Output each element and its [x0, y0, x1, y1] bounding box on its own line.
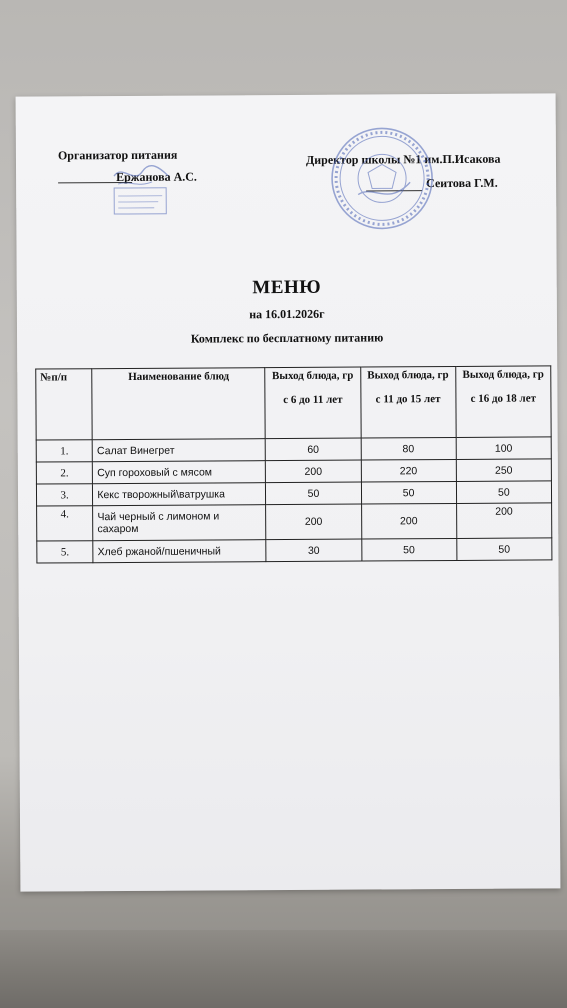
- header-yield-11-15-age: с 11 до 15 лет: [375, 393, 441, 406]
- table-row: [36, 437, 551, 462]
- row-yield-11-15: 80: [361, 437, 456, 460]
- table-row: [36, 481, 551, 506]
- row-yield-6-11: 30: [266, 539, 361, 562]
- menu-date: на 16.01.2026г: [249, 306, 325, 322]
- row-dish-name: Кекс творожный\ватрушка: [93, 483, 266, 506]
- desk-background: [0, 930, 567, 1008]
- table-row: [37, 503, 552, 541]
- director-name: Сеитова Г.М.: [426, 175, 498, 191]
- row-yield-16-18: 250: [456, 459, 551, 482]
- row-num: 1.: [36, 440, 92, 462]
- header-yield-6-11: [265, 367, 361, 439]
- menu-subtitle: Комплекс по бесплатному питанию: [190, 330, 384, 346]
- header-yield-16-18-age: с 16 до 18 лет: [470, 392, 537, 405]
- director-title: Директор школы №1 им.П.Исакова: [305, 151, 501, 167]
- row-num: 5.: [37, 541, 93, 563]
- header-yield-6-11-age: с 6 до 11 лет: [283, 393, 343, 407]
- row-yield-16-18: 50: [456, 481, 551, 504]
- header-yield-16-18-top: Выход блюда, гр: [462, 368, 544, 381]
- row-yield-11-15: 200: [361, 503, 456, 539]
- row-yield-6-11: 50: [266, 482, 361, 505]
- row-yield-6-11: 200: [266, 504, 361, 540]
- row-yield-11-15: 50: [361, 481, 456, 504]
- organizer-name: Ержанова А.С.: [116, 169, 197, 185]
- header-num: №п/п: [36, 369, 93, 440]
- row-num: 4.: [37, 506, 94, 541]
- row-num: 3.: [36, 484, 92, 506]
- row-yield-16-18: 50: [457, 538, 552, 561]
- row-dish-name: Хлеб ржаной/пшеничный: [93, 540, 266, 563]
- row-num: 2.: [36, 462, 92, 484]
- table-header-row: [36, 366, 551, 440]
- menu-table: [35, 365, 552, 563]
- header-yield-6-11-top: Выход блюда, гр: [272, 369, 354, 383]
- table-row: [37, 538, 552, 563]
- header-dish-name: Наименование блюд: [92, 368, 265, 440]
- header-yield-16-18: [455, 366, 551, 438]
- organizer-signature-stamp: [108, 154, 172, 220]
- row-yield-6-11: 60: [265, 438, 360, 461]
- table-row: [36, 459, 551, 484]
- organizer-title: Организатор питания: [57, 147, 178, 163]
- header-yield-11-15: [360, 366, 456, 438]
- row-yield-16-18: 200: [456, 503, 551, 539]
- document-title: МЕНЮ: [252, 276, 322, 299]
- menu-document: [16, 93, 561, 891]
- school-round-stamp: [328, 124, 437, 233]
- row-yield-6-11: 200: [266, 460, 361, 483]
- row-dish-name: Чай черный с лимоном и сахаром: [93, 505, 266, 541]
- row-dish-name: Суп гороховый с мясом: [93, 461, 266, 484]
- row-dish-name: Салат Винегрет: [92, 439, 265, 462]
- row-yield-11-15: 50: [361, 538, 456, 561]
- header-yield-11-15-top: Выход блюда, гр: [367, 369, 449, 382]
- row-yield-16-18: 100: [456, 437, 551, 460]
- row-yield-11-15: 220: [361, 459, 456, 482]
